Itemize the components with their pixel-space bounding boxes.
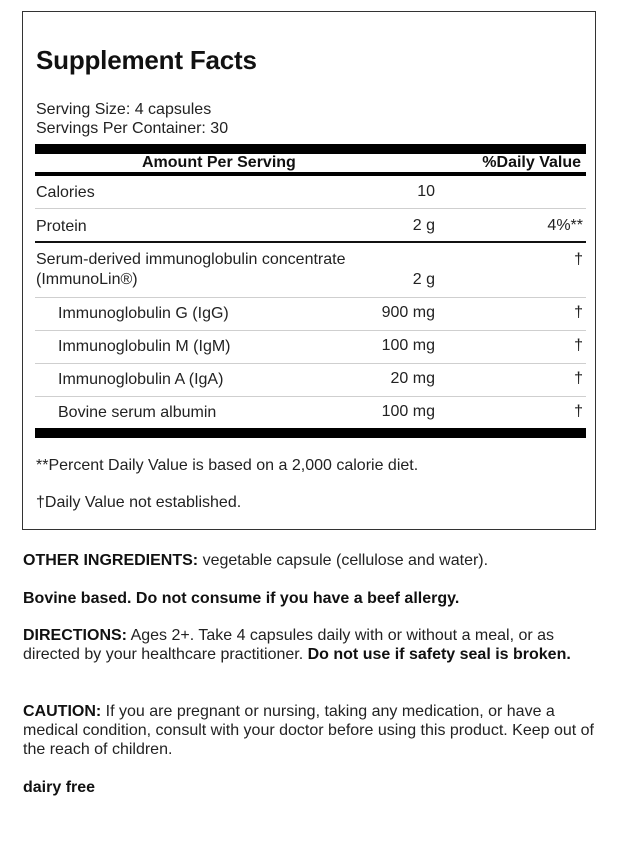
footnote-percent-dv: **Percent Daily Value is based on a 2,000 calorie diet.: [36, 457, 419, 474]
caution-text: If you are pregnant or nursing, taking any medication, or have a medical condition, consult with your doctor before using this product. Keep out of the reach of children.: [23, 703, 594, 758]
directions: [23, 626, 598, 664]
nutrient-dv: †: [574, 337, 583, 354]
directions-label: DIRECTIONS:: [23, 627, 127, 644]
allergy-warning: [23, 589, 603, 608]
row-divider: [35, 297, 586, 298]
caution-label: CAUTION:: [23, 703, 102, 720]
footnote-dv-not-established: †Daily Value not established.: [36, 494, 242, 511]
nutrient-dv: †: [574, 304, 583, 321]
divider-thick: [35, 144, 586, 154]
row-divider: [35, 330, 586, 331]
row-divider-dark: [35, 241, 586, 243]
row-divider: [35, 363, 586, 364]
directions-text: Ages 2+. Take 4 capsules daily with or without a meal, or as directed by your healthcare practitioner.: [23, 627, 555, 663]
serving-info: [36, 100, 228, 138]
nutrient-name: Immunoglobulin M (IgM): [58, 338, 231, 355]
nutrient-name: Immunoglobulin G (IgG): [58, 305, 229, 322]
dairy-free: [23, 778, 603, 797]
facts-title: Supplement Facts: [36, 45, 257, 75]
directions-warning: Do not use if safety seal is broken.: [307, 646, 571, 663]
nutrient-dv: †: [574, 403, 583, 420]
divider-medium: [35, 172, 586, 176]
serving-size: Serving Size: 4 capsules: [36, 101, 212, 118]
nutrient-name: Calories: [36, 184, 95, 201]
nutrient-name: Serum-derived immunoglobulin concentrate: [36, 251, 346, 268]
nutrient-name: Immunoglobulin A (IgA): [58, 371, 224, 388]
nutrient-dv: 4%**: [547, 217, 583, 234]
servings-per-container: Servings Per Container: 30: [36, 120, 229, 137]
other-ingredients: [23, 551, 603, 570]
nutrient-amount: 900 mg: [381, 304, 435, 321]
nutrient-amount: 100 mg: [381, 337, 435, 354]
nutrient-amount: 100 mg: [381, 403, 435, 420]
other-ingredients-label: OTHER INGREDIENTS:: [23, 552, 199, 569]
supplement-facts-panel: [22, 11, 596, 530]
nutrient-dv: †: [574, 251, 583, 268]
nutrient-amount: 10: [417, 183, 435, 200]
nutrient-amount: 2 g: [412, 271, 435, 288]
nutrient-name-line2: (ImmunoLin®): [36, 271, 138, 288]
row-divider: [35, 208, 586, 209]
row-divider: [35, 396, 586, 397]
nutrient-amount: 2 g: [412, 217, 435, 234]
nutrient-name: Bovine serum albumin: [58, 404, 217, 421]
dairy-free-text: dairy free: [23, 779, 96, 796]
other-ingredients-text: vegetable capsule (cellulose and water).: [198, 552, 489, 569]
caution: [23, 702, 603, 759]
allergy-warning-text: Bovine based. Do not consume if you have a beef allergy.: [23, 590, 460, 607]
divider-thick-bottom: [35, 428, 586, 438]
nutrient-name: Protein: [36, 218, 87, 235]
header-amount-per-serving: Amount Per Serving: [142, 154, 296, 171]
nutrient-amount: 20 mg: [390, 370, 435, 387]
nutrient-dv: †: [574, 370, 583, 387]
header-daily-value: %Daily Value: [482, 154, 581, 171]
